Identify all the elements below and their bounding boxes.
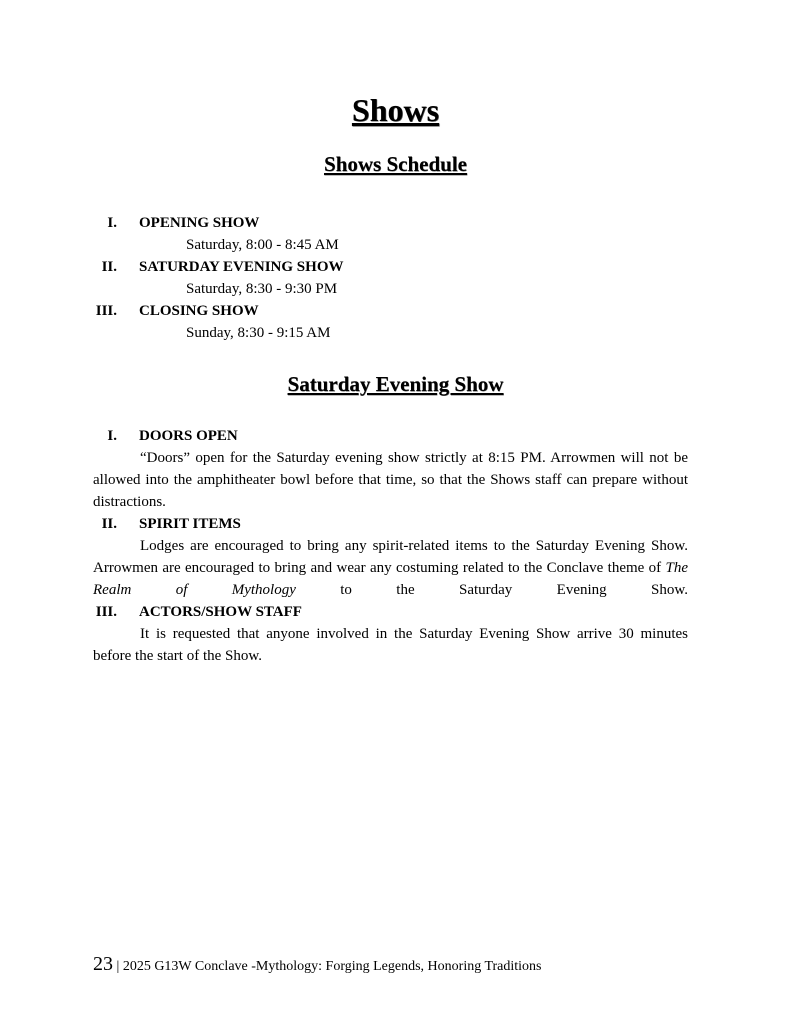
schedule-label: CLOSING SHOW (139, 303, 259, 319)
schedule-time-row (0, 234, 791, 256)
theme-title: The Realm of Mythology (93, 560, 688, 598)
section-doors-open (0, 425, 791, 447)
section-label: DOORS OPEN (139, 428, 238, 444)
schedule-item-saturday-evening (0, 256, 791, 278)
schedule-numeral: II. (101, 259, 117, 275)
schedule-heading: Shows Schedule (324, 152, 467, 176)
section-paragraph: It is requested that anyone involved in the Saturday Evening Show arrive 30 minutes before the start of the Show. (93, 626, 688, 664)
schedule-item-opening (0, 212, 791, 234)
page-footer (93, 953, 542, 976)
schedule-time: Sunday, 8:30 - 9:15 AM (186, 325, 331, 341)
page-number: 23 (93, 953, 113, 975)
section-numeral: I. (107, 428, 117, 444)
footer-separator: | (113, 959, 123, 974)
schedule-item-closing (0, 300, 791, 322)
section-label: SPIRIT ITEMS (139, 516, 241, 532)
section-paragraph (93, 535, 688, 601)
section-label: ACTORS/SHOW STAFF (139, 604, 302, 620)
paragraph-text: Lodges are encouraged to bring any spirit-related items to the Saturday Evening Show. Arrowmen are encouraged to bring and wear any costuming related to the Conclave theme of (93, 538, 688, 576)
section-numeral: II. (101, 516, 117, 532)
schedule-list (0, 212, 791, 344)
paragraph-text: to the Saturday Evening Show. (295, 582, 688, 598)
saturday-sections (0, 425, 791, 667)
schedule-numeral: III. (95, 303, 117, 319)
section-numeral: III. (95, 604, 117, 620)
schedule-label: SATURDAY EVENING SHOW (139, 259, 344, 275)
section-spirit-items (0, 513, 791, 535)
schedule-time: Saturday, 8:00 - 8:45 AM (186, 237, 339, 253)
saturday-evening-heading: Saturday Evening Show (287, 372, 504, 396)
schedule-time-row (0, 278, 791, 300)
schedule-time: Saturday, 8:30 - 9:30 PM (186, 281, 338, 297)
schedule-label: OPENING SHOW (139, 215, 260, 231)
section-paragraph: “Doors” open for the Saturday evening show strictly at 8:15 PM. Arrowmen will not be allowed into the amphitheater bowl before that time, so that the Shows staff can prepare without distractions. (93, 450, 688, 510)
schedule-numeral: I. (107, 215, 117, 231)
schedule-time-row (0, 322, 791, 344)
footer-text: 2025 G13W Conclave -Mythology: Forging Legends, Honoring Traditions (122, 959, 542, 974)
page-title: Shows (351, 92, 440, 128)
section-actors-show-staff (0, 601, 791, 623)
